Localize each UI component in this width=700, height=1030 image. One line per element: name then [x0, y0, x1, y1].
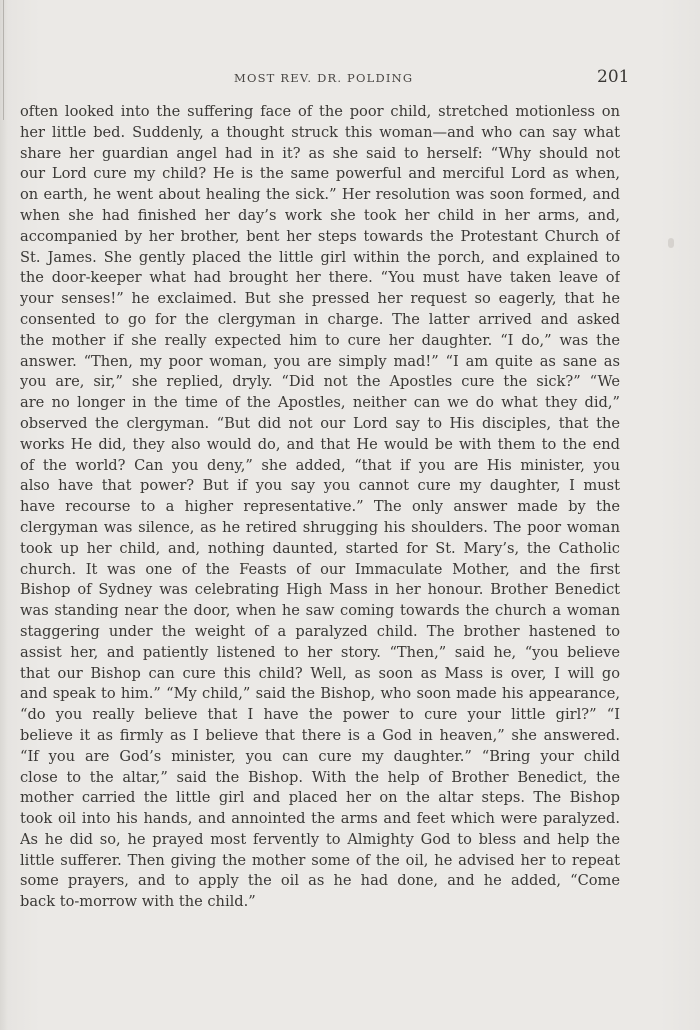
text-line: consented to go for the clergyman in charge. The latter arrived and asked [20, 310, 620, 328]
text-line: the door-keeper what had brought her there. “You must have taken leave of [20, 269, 620, 287]
text-line: assist her, and patiently listened to her story. “Then,” said he, “you believe [20, 643, 620, 661]
text-line: works He did, they also would do, and that He would be with them to the end [20, 435, 620, 453]
text-line: close to the altar,” said the Bishop. With the help of Brother Benedict, the [20, 768, 620, 786]
text-line: As he did so, he prayed most fervently to Almighty God to bless and help the [20, 830, 620, 848]
text-line: believe it as firmly as I believe that there is a God in heaven,” she answered. [20, 726, 620, 744]
text-line: often looked into the suffering face of the poor child, stretched motionless on [20, 103, 620, 120]
text-line: staggering under the weight of a paralyzed child. The brother hastened to [20, 622, 620, 640]
text-line: “do you really believe that I have the power to cure your little girl?” “I [20, 706, 620, 724]
text-line: took up her child, and, nothing daunted, started for St. Mary’s, the Catholic [20, 539, 620, 557]
text-line: church. It was one of the Feasts of our Immaculate Mother, and the first [20, 560, 620, 578]
text-line: share her guardian angel had in it? as she said to herself: “Why should not [20, 144, 620, 162]
body-paragraph [20, 102, 620, 913]
text-line: observed the clergyman. “But did not our Lord say to His disciples, that the [20, 414, 620, 432]
running-head-title: MOST REV. DR. POLDING [234, 71, 414, 85]
text-line: mother carried the little girl and placed her on the altar steps. The Bishop [20, 789, 620, 807]
paper-smudge [668, 238, 674, 248]
text-line: that our Bishop can cure this child? Well, as soon as Mass is over, I will go [20, 664, 620, 682]
text-line: her little bed. Suddenly, a thought struck this woman—and who can say what [20, 123, 620, 141]
text-line: also have that power? But if you say you cannot cure my daughter, I must [20, 477, 620, 495]
text-line: you are, sir,” she replied, dryly. “Did not the Apostles cure the sick?” “We [20, 373, 620, 391]
text-line: and speak to him.” “My child,” said the Bishop, who soon made his appearance, [20, 685, 620, 703]
text-line: back to-morrow with the child.” [20, 893, 256, 911]
running-head [0, 69, 700, 89]
text-line: clergyman was silence, as he retired shrugging his shoulders. The poor woman [20, 518, 620, 536]
text-line: on earth, he went about healing the sick.” Her resolution was soon formed, and [20, 186, 620, 204]
page-number: 201 [597, 67, 630, 87]
spine-edge [3, 0, 4, 120]
text-line: our Lord cure my child? He is the same powerful and merciful Lord as when, [20, 165, 620, 183]
text-line: are no longer in the time of the Apostles, neither can we do what they did,” [20, 394, 620, 412]
text-line: some prayers, and to apply the oil as he had done, and he added, “Come [20, 872, 620, 890]
text-line: accompanied by her brother, bent her steps towards the Protestant Church of [20, 227, 620, 245]
text-line: Bishop of Sydney was celebrating High Mass in her honour. Brother Benedict [20, 581, 620, 599]
text-line: of the world? Can you deny,” she added, “that if you are His minister, you [20, 456, 620, 474]
text-line: took oil into his hands, and annointed the arms and feet which were paralyzed. [20, 810, 620, 828]
text-line: “If you are God’s minister, you can cure my daughter.” “Bring your child [20, 747, 620, 765]
text-line: when she had finished her day’s work she took her child in her arms, and, [20, 206, 620, 224]
text-line: your senses!” he exclaimed. But she pressed her request so eagerly, that he [20, 290, 620, 308]
text-line: little sufferer. Then giving the mother some of the oil, he advised her to repeat [20, 851, 620, 869]
text-line: answer. “Then, my poor woman, you are simply mad!” “I am quite as sane as [20, 352, 620, 370]
text-line: St. James. She gently placed the little girl within the porch, and explained to [20, 248, 620, 266]
text-line: was standing near the door, when he saw coming towards the church a woman [20, 602, 620, 620]
text-line: have recourse to a higher representative.” The only answer made by the [20, 498, 620, 516]
text-line: the mother if she really expected him to cure her daughter. “I do,” was the [20, 331, 620, 349]
